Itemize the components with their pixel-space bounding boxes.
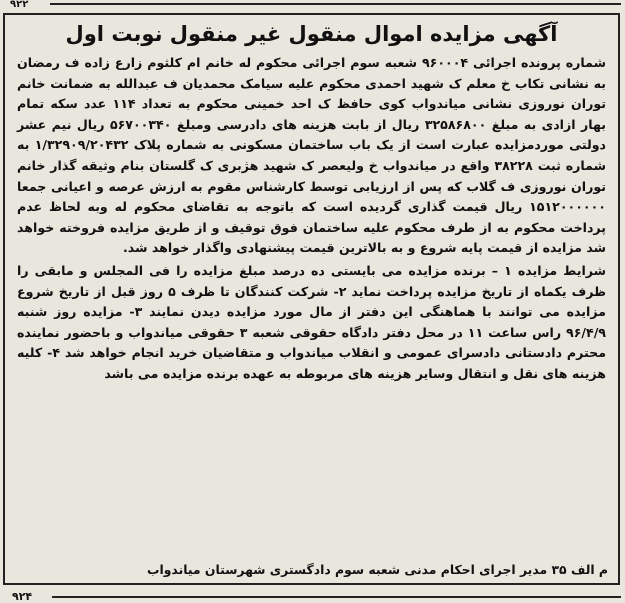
bottom-page-number: ۹۲۴ xyxy=(12,590,33,603)
notice-title: آگهی مزایده اموال منقول غیر منقول نوبت اول xyxy=(65,22,558,46)
notice-body: شماره پرونده اجرائی ۹۶۰۰۰۴ شعبه سوم اجرائی محکوم له خانم ام کلثوم زارع زاده ف رمضان به نشانی تکاب خ معلم ک شهید احمدی محکوم علیه سیامک محمدیان ف عبدالله به ضمانت خانم توران نوروزی نشانی میاندواب کوی حافظ ک احد خمینی محکوم به تعداد ۱۱۴ عدد سکه تمام بهار ازادی به مبلغ ۳۲۵۸۶۸۰۰ ریال از بابت هزینه های دادرسی ومبلغ ۵۶۷۰۰۳۴۰ ریال نیم عشر دولتی موردمزایده عبارت است از یک باب ساختمان مسکونی به شماره پلاک ۱/۳۲۹۰۹/۲۰۴۳۲ به شماره ثبت ۳۸۲۲۸ واقع در میاندواب خ ولیعصر ک شهید هژبری ک گلستان بنام وثیقه گذار خانم توران نوروزی ف گلاب که پس از ارزیابی توسط کارشناس مقوم به ارزش عرصه و اعیانی جمعا ۱۵۱۲۰۰۰۰۰۰ ریال قیمت گذاری گردیده است که باتوجه به تقاضای محکوم له وبه لحاظ عدم پرداخت محکوم به از طرف محکوم علیه ساختمان فوق توقیف و از طریق مزایده فروخته خواهد شد مزایده از قیمت پایه شروع و به بالاترین قیمت پیشنهادی واگذار خواهد شد. xyxy=(17,55,606,256)
notice-box xyxy=(3,13,620,585)
bottom-divider xyxy=(52,596,621,598)
top-divider xyxy=(50,3,621,5)
top-page-number: ۹۲۲ xyxy=(10,0,29,10)
notice-signature: م الف ۳۵ مدیر اجرای احکام مدنی شعبه سوم دادگستری شهرستان میاندواب xyxy=(147,562,608,577)
auction-conditions: شرایط مزایده ۱ – برنده مزایده می بایستی ده درصد مبلغ مزایده را فی المجلس و مابقی را ظرف یکماه از تاریخ مزایده پرداخت نماید ۲- شرکت کنندگان تا ظرف ۵ روز قبل از تاریخ شروع مزایده می توانند با هماهنگی این دفتر از مال مورد مزایده دیدن نمایند ۳- مزایده روز شنبه ۹۶/۴/۹ راس ساعت ۱۱ در محل دفتر دادگاه حقوقی شعبه ۳ حقوقی میاندواب و باحضور نماینده محترم دادستانی دادسرای عمومی و انقلاب میاندواب و متقاضیان خرید انجام خواهد شد ۴- کلیه هزینه های نقل و انتقال وسایر هزینه های مربوطه به عهده برنده مزایده می باشد xyxy=(17,262,606,381)
